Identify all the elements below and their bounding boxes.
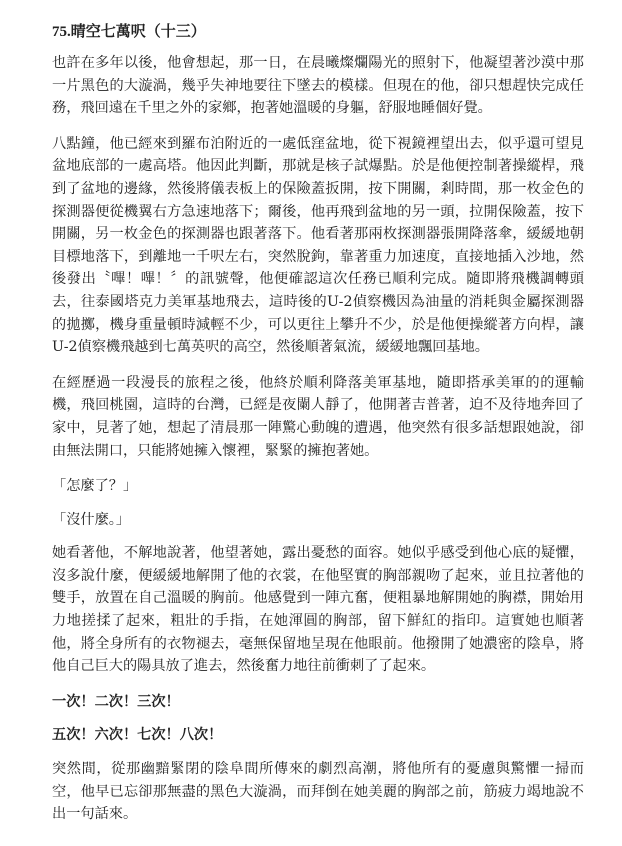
paragraph-5: 突然間，從那幽黯緊閉的陰阜間所傳來的劇烈高潮，將他所有的憂慮與驚懼一掃而空，他早已忘卻那無盡的黑色大漩渦，而拜倒在她美麗的胸部之前，筋疲力竭地說不出一句話來。: [52, 761, 584, 823]
count-line-2: 五次！六次！七次！八次！: [52, 727, 223, 744]
dialogue-line-2: 「沒什麼。」: [52, 511, 131, 528]
chapter-title: 75.晴空七萬呎（十三）: [52, 24, 206, 40]
dialogue-line-1: 「怎麼了？」: [52, 478, 138, 495]
paragraph-2: 八點鐘，他已經來到羅布泊附近的一處低窪盆地，從下視鏡裡望出去，似乎還可望見盆地底部的一處高塔。他因此判斷，那就是核子試爆點。於是他便控制著操縱桿，飛到了盆地的邊緣，然後將儀表板上的保險蓋扳開，按下開關，剎時間，那一枚金色的探測器便從機翼右方急速地落下；爾後，他再飛到盆地的另一頭，拉開保險蓋，按下開關，另一枚金色的探測器也跟著落下。他看著那兩枚探測器張開降落傘，緩緩地朝目標地落下，到離地一千呎左右，突然脫鉤，靠著重力加速度，直接地插入沙地，然後發出〝嗶！嗶！〞的訊號聲，他便確認這次任務已順利完成。隨即將飛機調轉頭去，往泰國塔克力美軍基地飛去，這時後的U-2偵察機因為油量的消耗與金屬探測器的拋擲，機身重量頓時減輕不少，可以更往上攀升不少，於是他便操縱著方向桿，讓U-2偵察機飛越到七萬英呎的高空，然後順著氣流，緩緩地飄回基地。: [52, 135, 584, 356]
document-page: [52, 22, 584, 839]
count-line-1: 一次！二次！三次！: [52, 693, 180, 710]
paragraph-1: 也許在多年以後，他會想起，那一日，在晨曦燦爛陽光的照射下，他凝望著沙漠中那一片黑色的大漩渦，幾乎失神地要往下墜去的模樣。但現在的他，卻只想趕快完成任務，飛回遠在千里之外的家鄉，抱著她溫暖的身軀，舒服地睡個好覺。: [52, 55, 584, 117]
paragraph-4: 她看著他，不解地說著，他望著她，露出憂愁的面容。她似乎感受到他心底的疑懼，沒多說什麼，便緩緩地解開了他的衣裳，在他堅實的胸部親吻了起來，並且拉著他的雙手，放置在自己溫暖的胸前。他感覺到一陣亢奮，便粗暴地解開她的胸襟，開始用力地搓揉了起來，粗壯的手指，在她渾圓的胸部，留下鮮紅的指印。這實她也順著他，將全身所有的衣物褪去，毫無保留地呈現在他眼前。他撥開了她濃密的陰阜，將他自己巨大的陽具放了進去，然後奮力地往前衝刺了了起來。: [52, 545, 584, 675]
paragraph-3: 在經歷過一段漫長的旅程之後，他終於順利降落美軍基地，隨即搭承美軍的的運輸機，飛回桃園，這時的台灣，已經是夜闌人靜了，他開著吉普著，迫不及待地奔回了家中，見著了她，想起了清晨那一陣驚心動魄的遭遇，他突然有很多話想跟她說，卻由無法開口，只能將她擁入懷裡，緊緊的擁抱著她。: [52, 374, 584, 459]
